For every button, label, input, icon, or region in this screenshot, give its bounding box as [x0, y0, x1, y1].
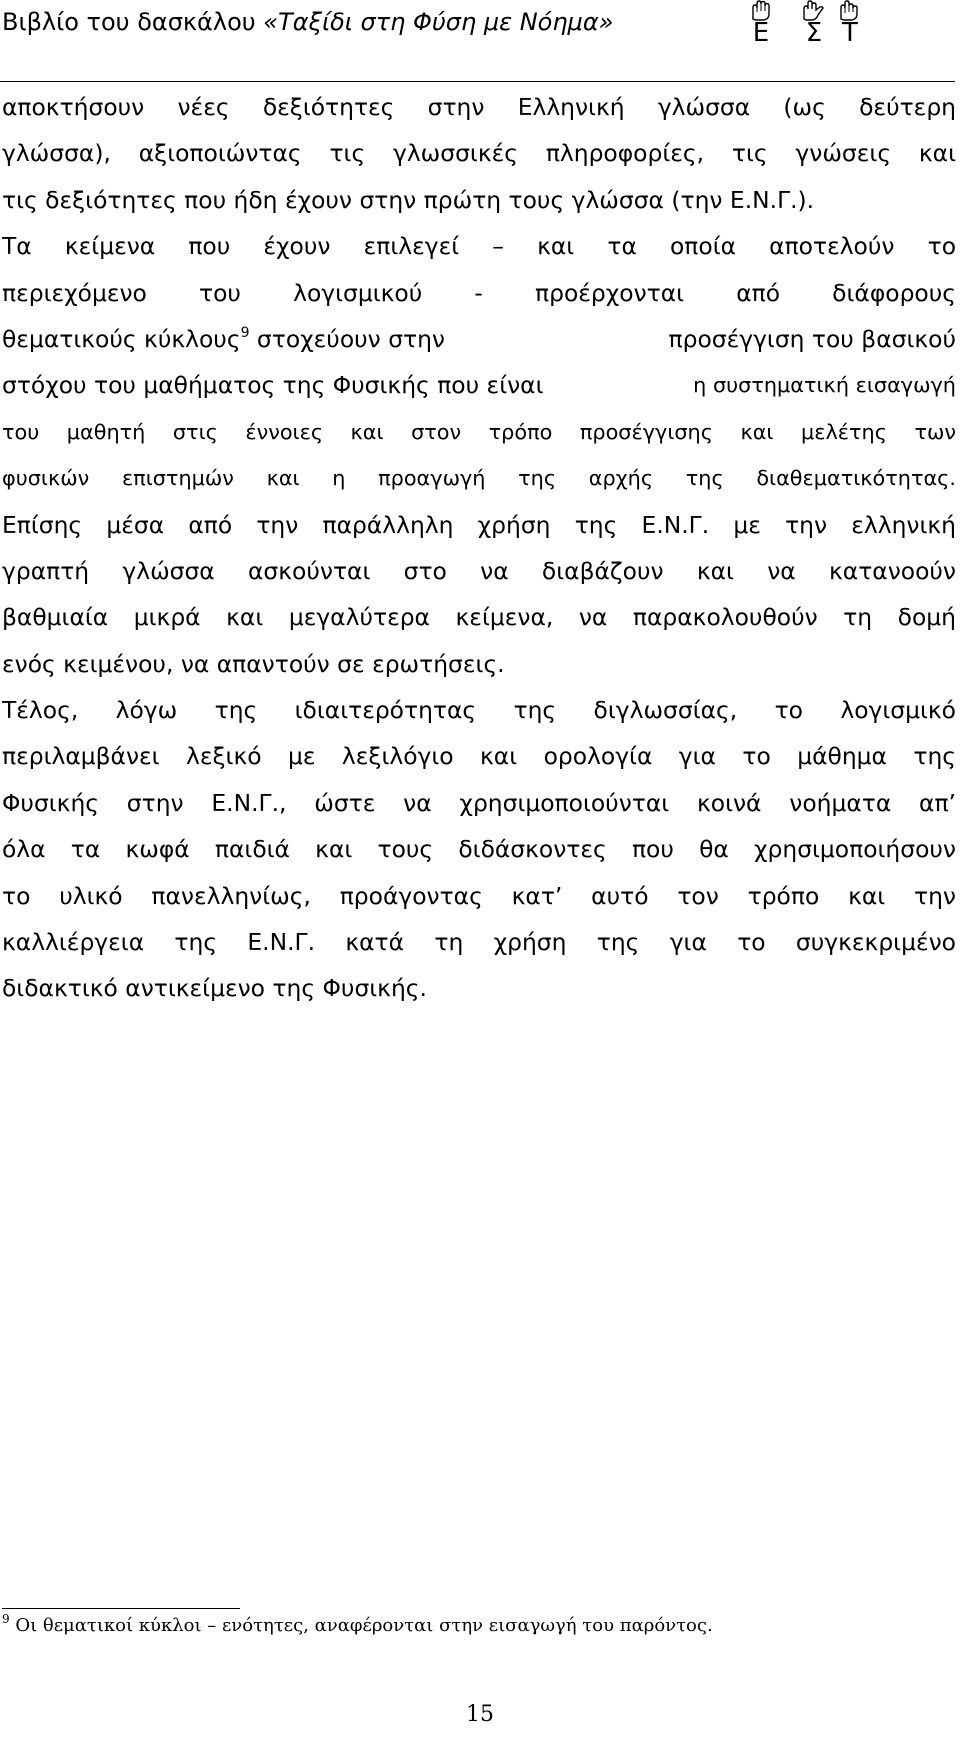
text-line: αποκτήσουν νέες δεξιότητες στην Ελληνική γλώσσα (ως δεύτερη: [2, 93, 956, 121]
text-run: προσέγγιση του βασικού: [668, 324, 956, 353]
text-line: διδακτικό αντικείμενο της Φυσικής.: [2, 974, 427, 1003]
body-text: [2, 84, 956, 1012]
footnote-text: Οι θεματικοί κύκλοι – ενότητες, αναφέρονται στην εισαγωγή του παρόντος.: [9, 1615, 713, 1636]
page-number: 15: [466, 1702, 494, 1727]
page-header: [0, 0, 960, 86]
text-line: τις δεξιότητες που ήδη έχουν στην πρώτη τους γλώσσα (την Ε.Ν.Γ.).: [2, 185, 815, 214]
text-line: του μαθητή στις έννοιες και στον τρόπο προσέγγισης και μελέτης των: [2, 419, 956, 444]
text-line: [2, 362, 956, 408]
text-line: γραπτή γλώσσα ασκούνται στο να διαβάζουν και να κατανοούν: [2, 556, 956, 585]
text-line: περιλαμβάνει λεξικό με λεξιλόγιο και ορολογία για το μάθημα της: [2, 742, 956, 771]
text-line: το υλικό πανελληνίως, προάγοντας κατ’ αυτό τον τρόπο και την: [2, 881, 956, 910]
text-line: Τέλος, λόγω της ιδιαιτερότητας της διγλωσσίας, το λογισμικό: [2, 696, 956, 725]
book-title-prefix: Βιβλίο του δασκάλου: [2, 8, 264, 36]
logo-letter-epsilon: Ε: [742, 0, 780, 50]
book-title-italic: «Ταξίδι στη Φύση με Νόημα»: [263, 8, 614, 36]
text-run: στόχου του μαθήματος της Φυσικής που είναι: [2, 371, 544, 400]
text-line: όλα τα κωφά παιδιά και τους διδάσκοντες που θα χρησιμοποιήσουν: [2, 835, 956, 864]
text-line: βαθμιαία μικρά και μεγαλύτερα κείμενα, να παρακολουθούν τη δομή: [2, 603, 956, 632]
header-rule: [0, 81, 955, 82]
footnote-separator: [2, 1608, 240, 1609]
text-line: καλλιέργεια της Ε.Ν.Γ. κατά τη χρήση της για το συγκεκριμένο: [2, 928, 956, 957]
text-line: [2, 316, 956, 362]
book-title: [2, 2, 613, 42]
logo-letter-sigma: Σ: [796, 0, 832, 50]
text-line: Φυσικής στην Ε.Ν.Γ., ώστε να χρησιμοποιούνται κοινά νοήματα απ’: [2, 788, 956, 817]
text-run: θεματικούς κύκλους: [2, 324, 241, 353]
logo-letter-tau: Τ: [832, 0, 868, 50]
footnote-reference: 9: [240, 324, 250, 341]
text-run: στοχεύουν στην: [249, 324, 445, 353]
text-line: περιεχόμενο του λογισμικού - προέρχονται από διάφορους: [2, 278, 956, 307]
footnote: [2, 1612, 713, 1640]
text-line: Τα κείμενα που έχουν επιλεγεί – και τα οποία αποτελούν το: [2, 232, 956, 261]
text-line: Επίσης μέσα από την παράλληλη χρήση της Ε.Ν.Γ. με την ελληνική: [2, 510, 956, 539]
footnote-number: 9: [2, 1612, 10, 1626]
text-run: η συστηματική εισαγωγή: [693, 373, 956, 398]
text-line: γλώσσα), αξιοποιώντας τις γλωσσικές πληροφορίες, τις γνώσεις και: [2, 139, 956, 168]
text-line: φυσικών επιστημών και η προαγωγή της αρχής της διαθεματικότητας.: [2, 466, 956, 491]
text-line: ενός κειμένου, να απαντούν σε ερωτήσεις.: [2, 649, 505, 678]
